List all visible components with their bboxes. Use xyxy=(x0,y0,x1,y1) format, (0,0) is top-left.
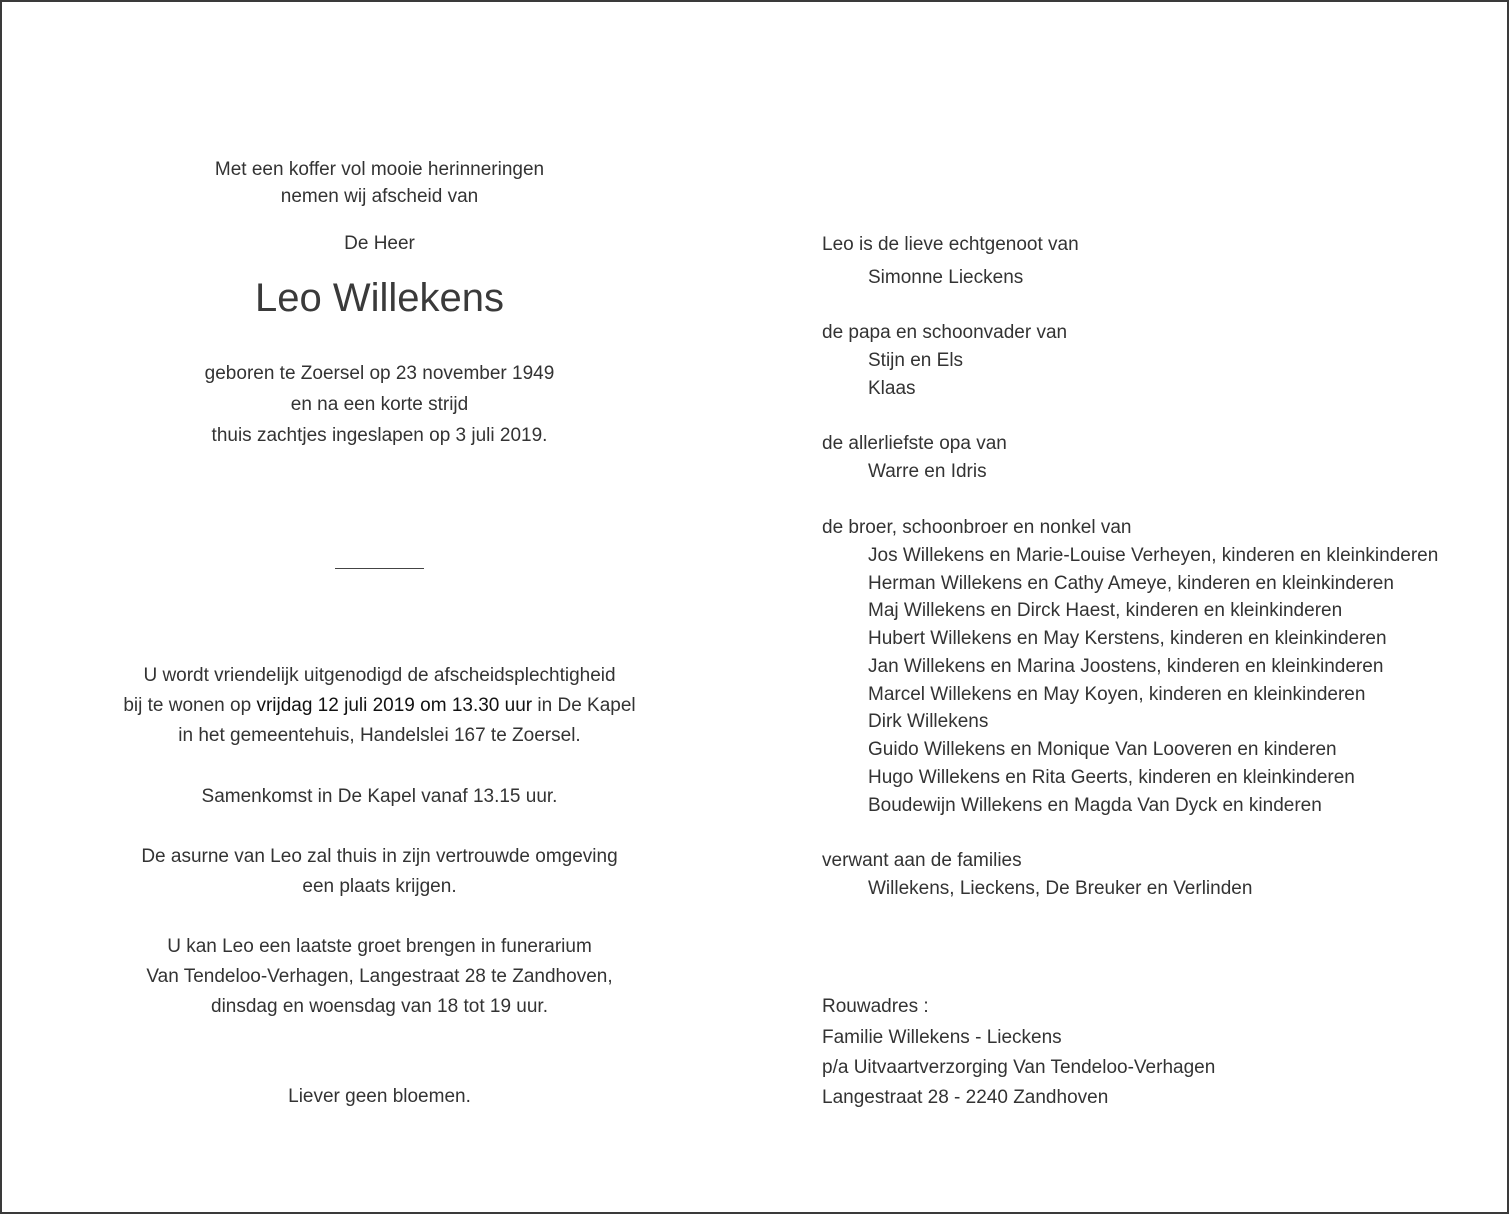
birth-line-3: thuis zachtjes ingeslapen op 3 juli 2019. xyxy=(211,425,548,446)
urn-line-1: De asurne van Leo zal thuis in zijn vertrouwde omgeving xyxy=(141,846,618,867)
address-care-of: p/a Uitvaartverzorging Van Tendeloo-Verhagen xyxy=(822,1057,1216,1078)
sibling-10: Boudewijn Willekens en Magda Van Dyck en kinderen xyxy=(868,795,1322,816)
sibling-2: Herman Willekens en Cathy Ameye, kinderen en kleinkinderen xyxy=(868,573,1394,594)
birth-line-1: geboren te Zoersel op 23 november 1949 xyxy=(204,363,555,384)
flowers-line: Liever geen bloemen. xyxy=(288,1086,471,1107)
child-2: Klaas xyxy=(868,378,916,399)
child-1: Stijn en Els xyxy=(868,350,964,371)
invite-line-3: in het gemeentehuis, Handelslei 167 te Zoersel. xyxy=(178,725,581,746)
address-family: Familie Willekens - Lieckens xyxy=(822,1027,1062,1048)
sibling-1: Jos Willekens en Marie-Louise Verheyen, kinderen en kleinkinderen xyxy=(868,545,1439,566)
spouse-heading: Leo is de lieve echtgenoot van xyxy=(822,234,1079,255)
sibling-3: Maj Willekens en Dirck Haest, kinderen en kleinkinderen xyxy=(868,600,1343,621)
divider-rule xyxy=(335,568,424,569)
intro-line-2: nemen wij afscheid van xyxy=(280,186,479,207)
sibling-9: Hugo Willekens en Rita Geerts, kinderen en kleinkinderen xyxy=(868,767,1355,788)
sibling-6: Marcel Willekens en May Koyen, kinderen en kleinkinderen xyxy=(868,684,1366,705)
address-label: Rouwadres : xyxy=(822,996,929,1017)
gathering-line: Samenkomst in De Kapel vanaf 13.15 uur. xyxy=(201,786,558,807)
families: Willekens, Lieckens, De Breuker en Verlinden xyxy=(868,878,1253,899)
invite-line-2-post: in De Kapel xyxy=(532,695,636,716)
ceremony-datetime: vrijdag 12 juli 2019 om 13.30 uur xyxy=(256,695,533,716)
siblings-heading: de broer, schoonbroer en nonkel van xyxy=(822,517,1132,538)
sibling-8: Guido Willekens en Monique Van Looveren en kinderen xyxy=(868,739,1337,760)
children-heading: de papa en schoonvader van xyxy=(822,322,1068,343)
invite-line-2-pre: bij te wonen op xyxy=(123,695,257,716)
urn-line-2: een plaats krijgen. xyxy=(302,876,457,897)
grandchildren-heading: de allerliefste opa van xyxy=(822,433,1007,454)
deceased-name: Leo Willekens xyxy=(254,276,504,320)
sibling-4: Hubert Willekens en May Kerstens, kinderen en kleinkinderen xyxy=(868,628,1387,649)
visit-line-3: dinsdag en woensdag van 18 tot 19 uur. xyxy=(211,996,548,1017)
invite-line-1: U wordt vriendelijk uitgenodigd de afscheidsplechtigheid xyxy=(143,665,616,686)
families-heading: verwant aan de families xyxy=(822,850,1022,871)
honorific: De Heer xyxy=(344,233,415,254)
visit-line-1: U kan Leo een laatste groet brengen in funerarium xyxy=(167,936,592,957)
spouse-name: Simonne Lieckens xyxy=(868,267,1024,288)
invite-line-2 xyxy=(42,692,717,720)
sibling-7: Dirk Willekens xyxy=(868,711,989,732)
birth-line-2: en na een korte strijd xyxy=(290,394,469,415)
grandchildren: Warre en Idris xyxy=(868,461,987,482)
intro-line-1: Met een koffer vol mooie herinneringen xyxy=(214,159,545,180)
address-street: Langestraat 28 - 2240 Zandhoven xyxy=(822,1087,1109,1108)
sibling-5: Jan Willekens en Marina Joostens, kinderen en kleinkinderen xyxy=(868,656,1384,677)
visit-line-2: Van Tendeloo-Verhagen, Langestraat 28 te Zandhoven, xyxy=(146,966,613,987)
